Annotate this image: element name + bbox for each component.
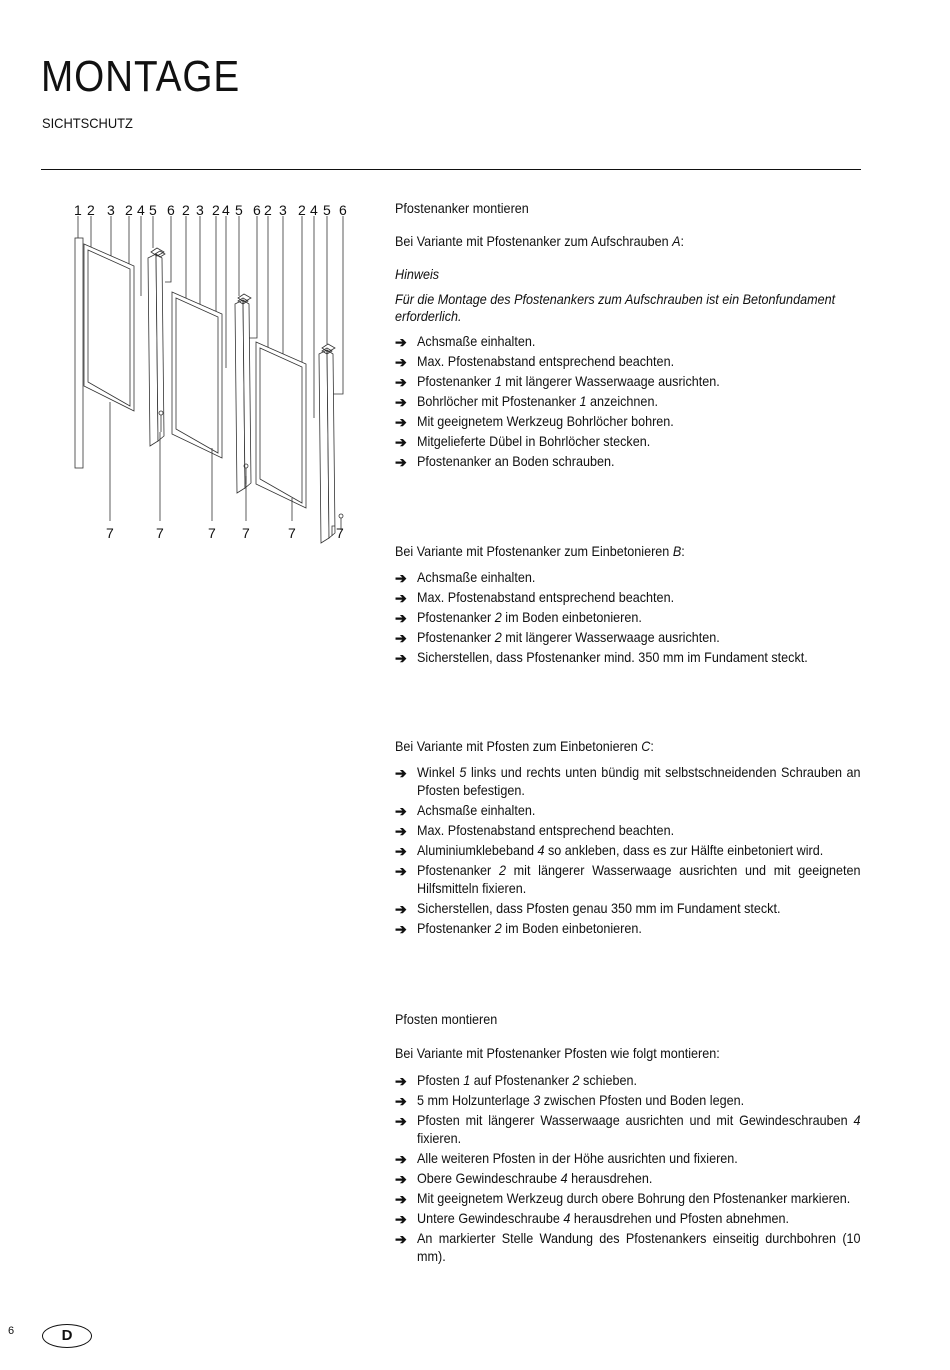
callout-label: 1: [74, 202, 82, 218]
step-text: 5 mm Holzunterlage 3 zwischen Pfosten und Boden legen.: [417, 1092, 745, 1108]
section-heading: Pfostenanker montieren: [395, 200, 529, 216]
arrow-right-circle-icon: ➔: [395, 590, 407, 606]
step-item: [395, 1111, 861, 1147]
step-item: [395, 628, 861, 646]
callout-label: 2: [125, 202, 133, 218]
assembly-illustration: [60, 196, 370, 556]
callout-label: 6: [167, 202, 175, 218]
step-text: Pfostenanker 2 mit längerer Wasserwaage ausrichten und mit geeigneten Hilfsmitteln fixieren.: [417, 862, 861, 896]
arrow-right-circle-icon: ➔: [395, 374, 407, 390]
assembly-diagram: [60, 196, 370, 556]
callout-label: 2: [298, 202, 306, 218]
step-text: Mit geeignetem Werkzeug Bohrlöcher bohren.: [417, 413, 674, 429]
section-pfosten-montieren: [395, 1009, 861, 1267]
step-text: Pfostenanker 2 im Boden einbetonieren.: [417, 609, 642, 625]
callout-label: 2: [212, 202, 220, 218]
variant-c-letter: C: [641, 738, 651, 754]
step-text: Pfostenanker 1 mit längerer Wasserwaage ausrichten.: [417, 373, 720, 389]
variant-b-letter: B: [672, 543, 682, 559]
language-badge: D: [42, 1324, 92, 1348]
callout-label-bottom: 7: [242, 525, 250, 541]
arrow-right-circle-icon: ➔: [395, 1171, 407, 1187]
callout-label-bottom: 7: [336, 525, 344, 541]
arrow-right-circle-icon: ➔: [395, 434, 407, 450]
step-text: Bohrlöcher mit Pfostenanker 1 anzeichnen.: [417, 393, 658, 409]
step-text: Pfostenanker 2 im Boden einbetonieren.: [417, 920, 642, 936]
page-subtitle: SICHTSCHUTZ: [42, 115, 133, 131]
arrow-right-circle-icon: ➔: [395, 823, 407, 839]
step-item: [395, 1169, 861, 1187]
page-title: MONTAGE: [41, 52, 241, 101]
section-variant-b: [395, 541, 861, 668]
variant-b-line: [395, 541, 861, 561]
arrow-right-circle-icon: ➔: [395, 1093, 407, 1109]
arrow-right-circle-icon: ➔: [395, 843, 407, 859]
arrow-right-circle-icon: ➔: [395, 803, 407, 819]
note-text: Für die Montage des Pfostenankers zum Aufschrauben ist ein Betonfundament erforderlich.: [395, 291, 836, 324]
steps-pfosten: [395, 1071, 861, 1265]
callout-label-bottom: 7: [288, 525, 296, 541]
note-heading: Hinweis: [395, 266, 440, 282]
step-item: [395, 1189, 861, 1207]
section-pfostenanker: [395, 198, 861, 472]
callout-label-bottom: 7: [106, 525, 114, 541]
step-text: Alle weiteren Pfosten in der Höhe ausrichten und fixieren.: [417, 1150, 738, 1166]
step-text: Obere Gewindeschraube 4 herausdrehen.: [417, 1170, 653, 1186]
callout-label: 4: [310, 202, 318, 218]
callout-label: 4: [222, 202, 230, 218]
arrow-right-circle-icon: ➔: [395, 1113, 407, 1129]
callout-label: 2: [264, 202, 272, 218]
step-text: Achsmaße einhalten.: [417, 569, 536, 585]
step-item: [395, 1071, 861, 1089]
steps-variant-b: [395, 568, 861, 666]
step-item: [395, 821, 861, 839]
step-item: [395, 332, 861, 350]
callout-label: 3: [196, 202, 204, 218]
step-item: [395, 412, 861, 430]
step-text: Pfostenanker 2 mit längerer Wasserwaage ausrichten.: [417, 629, 720, 645]
step-item: [395, 432, 861, 450]
step-text: Sicherstellen, dass Pfostenanker mind. 350 mm im Fundament steckt.: [417, 649, 808, 665]
variant-a-line: [395, 231, 861, 251]
step-item: [395, 392, 861, 410]
step-text: Mitgelieferte Dübel in Bohrlöcher stecken.: [417, 433, 651, 449]
step-text: Sicherstellen, dass Pfosten genau 350 mm im Fundament steckt.: [417, 900, 781, 916]
step-item: [395, 763, 861, 799]
step-item: [395, 1229, 861, 1265]
arrow-right-circle-icon: ➔: [395, 1191, 407, 1207]
step-item: [395, 841, 861, 859]
arrow-right-circle-icon: ➔: [395, 610, 407, 626]
arrow-right-circle-icon: ➔: [395, 394, 407, 410]
variant-a-suffix: :: [680, 233, 685, 249]
step-item: [395, 648, 861, 666]
variant-a-prefix: Bei Variante mit Pfostenanker zum Aufschrauben: [395, 233, 673, 249]
arrow-right-circle-icon: ➔: [395, 414, 407, 430]
variant-b-suffix: :: [681, 543, 685, 559]
step-item: [395, 861, 861, 897]
callout-label: 5: [323, 202, 331, 218]
arrow-right-circle-icon: ➔: [395, 1151, 407, 1167]
callout-label: 5: [149, 202, 157, 218]
step-text: An markierter Stelle Wandung des Pfostenankers einseitig durchbohren (10 mm).: [417, 1230, 861, 1264]
steps-variant-a: [395, 332, 861, 470]
arrow-right-circle-icon: ➔: [395, 630, 407, 646]
step-text: Winkel 5 links und rechts unten bündig mit selbstschneidenden Schrauben an Pfosten befestigen.: [417, 764, 861, 798]
steps-variant-c: [395, 763, 861, 937]
arrow-right-circle-icon: ➔: [395, 921, 407, 937]
arrow-right-circle-icon: ➔: [395, 765, 407, 781]
step-text: Pfosten mit längerer Wasserwaage ausrichten und mit Gewindeschrauben 4 fixieren.: [417, 1112, 861, 1146]
callout-label: 5: [235, 202, 243, 218]
callout-label-bottom: 7: [156, 525, 164, 541]
step-text: Untere Gewindeschraube 4 herausdrehen und Pfosten abnehmen.: [417, 1210, 789, 1226]
variant-b-prefix: Bei Variante mit Pfostenanker zum Einbetonieren: [395, 543, 673, 559]
variant-a-letter: A: [672, 233, 681, 249]
step-text: Achsmaße einhalten.: [417, 333, 536, 349]
section-variant-c: [395, 736, 861, 939]
step-text: Pfosten 1 auf Pfostenanker 2 schieben.: [417, 1072, 637, 1088]
arrow-right-circle-icon: ➔: [395, 901, 407, 917]
step-item: [395, 1209, 861, 1227]
step-text: Max. Pfostenabstand entsprechend beachten.: [417, 589, 675, 605]
step-text: Max. Pfostenabstand entsprechend beachten.: [417, 822, 675, 838]
arrow-right-circle-icon: ➔: [395, 454, 407, 470]
step-item: [395, 801, 861, 819]
callout-label: 3: [107, 202, 115, 218]
step-item: [395, 1091, 861, 1109]
step-text: Max. Pfostenabstand entsprechend beachten.: [417, 353, 675, 369]
step-item: [395, 372, 861, 390]
variant-c-line: [395, 736, 861, 756]
step-text: Achsmaße einhalten.: [417, 802, 536, 818]
header-divider: [41, 169, 861, 170]
arrow-right-circle-icon: ➔: [395, 1211, 407, 1227]
arrow-right-circle-icon: ➔: [395, 863, 407, 879]
step-item: [395, 352, 861, 370]
arrow-right-circle-icon: ➔: [395, 354, 407, 370]
callout-label: 2: [87, 202, 95, 218]
page-number: 6: [8, 1325, 15, 1337]
callout-label: 6: [339, 202, 347, 218]
step-item: [395, 452, 861, 470]
arrow-right-circle-icon: ➔: [395, 334, 407, 350]
callout-label: 2: [182, 202, 190, 218]
step-text: Aluminiumklebeband 4 so ankleben, dass es zur Hälfte einbetoniert wird.: [417, 842, 824, 858]
arrow-right-circle-icon: ➔: [395, 570, 407, 586]
callout-label: 3: [279, 202, 287, 218]
variant-c-prefix: Bei Variante mit Pfosten zum Einbetonieren: [395, 738, 642, 754]
step-item: [395, 1149, 861, 1167]
step-item: [395, 568, 861, 586]
step-item: [395, 608, 861, 626]
arrow-right-circle-icon: ➔: [395, 1231, 407, 1247]
step-item: [395, 899, 861, 917]
arrow-right-circle-icon: ➔: [395, 1073, 407, 1089]
step-item: [395, 588, 861, 606]
callout-label: 6: [253, 202, 261, 218]
section2-heading: Pfosten montieren: [395, 1011, 498, 1027]
callout-label: 4: [137, 202, 145, 218]
variant-c-suffix: :: [650, 738, 654, 754]
section2-intro: Bei Variante mit Pfostenanker Pfosten wie folgt montieren:: [395, 1045, 720, 1061]
step-text: Pfostenanker an Boden schrauben.: [417, 453, 615, 469]
arrow-right-circle-icon: ➔: [395, 650, 407, 666]
step-text: Mit geeignetem Werkzeug durch obere Bohrung den Pfostenanker markieren.: [417, 1190, 851, 1206]
callout-label-bottom: 7: [208, 525, 216, 541]
step-item: [395, 919, 861, 937]
